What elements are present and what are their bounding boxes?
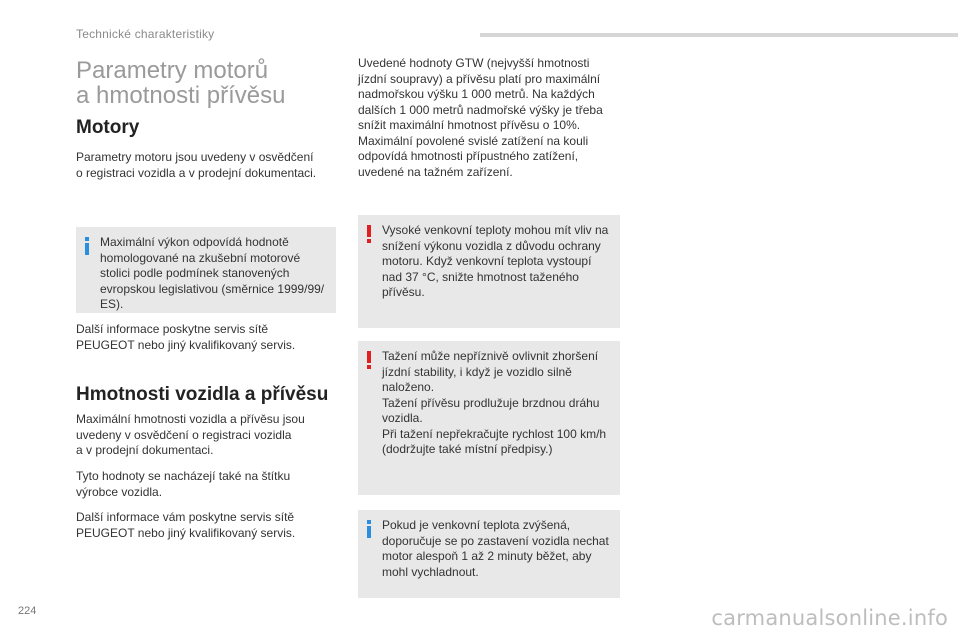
weights-paragraph-1: Maximální hmotnosti vozidla a přívěsu jsou uvedeny v osvědčení o registraci vozidla a v prodejní dokumentaci. — [76, 412, 305, 457]
info-box-engine-cooldown — [358, 510, 620, 598]
service-paragraph: Další informace poskytne servis sítě PEUGEOT nebo jiný kvalifikovaný servis. — [76, 322, 296, 352]
page-title-line-1: Parametry motorů — [76, 57, 269, 84]
page-title-line-2: a hmotnosti přívěsu — [76, 82, 286, 109]
info-icon — [82, 236, 92, 256]
warning-box-high-temperature — [358, 215, 620, 328]
page-title — [76, 58, 285, 108]
info-box-text: Maximální výkon odpovídá hodnotě homologované na zkušební motorové stolici podle podmínek stanovených evropskou legislativou (směrnice 1999/99/ ES). — [100, 235, 325, 311]
warning-icon — [364, 224, 374, 244]
info-box-engine-power — [76, 227, 336, 313]
weights-paragraph-2: Tyto hodnoty se nacházejí také na štítku výrobce vozidla. — [76, 469, 291, 499]
info-box-text: Pokud je venkovní teplota zvýšená, doporučuje se po zastavení vozidla nechat motor alespoň 1 až 2 minuty běžet, aby mohl vychladnout. — [382, 518, 609, 579]
warning-box-text: Tažení může nepříznivě ovlivnit zhoršení jízdní stability, i když je vozidlo silně naloženo. Tažení přívěsu prodlužuje brzdnou dráhu vozidla. Při tažení nepřekračujte rychlost 100 km/h (dodržujte také místní předpisy.) — [382, 349, 607, 456]
gtw-paragraph: Uvedené hodnoty GTW (nejvyšší hmotnosti jízdní soupravy) a přívěsu platí pro maximální nadmořskou výšku 1 000 metrů. Na každých dalších 1 000 metrů nadmořské výšky je třeba snížit maximální hmotnost přívěsu o 10%. Maximální povolené svislé zatížení na kouli odpovídá hmotnosti přípustného zatížení, uvedené na tažném zařízení. — [358, 56, 603, 179]
header-rule — [480, 33, 958, 37]
section-header: Technické charakteristiky — [76, 27, 215, 41]
engines-paragraph: Parametry motoru jsou uvedeny v osvědčení o registraci vozidla a v prodejní dokumentaci. — [76, 150, 317, 180]
warning-box-text: Vysoké venkovní teploty mohou mít vliv na snížení výkonu vozidla z důvodu ochrany motoru. Když venkovní teplota vystoupí nad 37 °C, snižte hmotnost taženého přívěsu. — [382, 223, 609, 299]
page-number: 224 — [18, 605, 37, 617]
weights-paragraph-3: Další informace vám poskytne servis sítě PEUGEOT nebo jiný kvalifikovaný servis. — [76, 510, 296, 540]
engines-heading: Motory — [76, 117, 140, 138]
weights-heading: Hmotnosti vozidla a přívěsu — [76, 384, 329, 405]
warning-icon — [364, 350, 374, 370]
warning-box-towing-stability — [358, 341, 620, 495]
watermark: carmanualsonline.info — [711, 606, 948, 630]
info-icon — [364, 519, 374, 539]
